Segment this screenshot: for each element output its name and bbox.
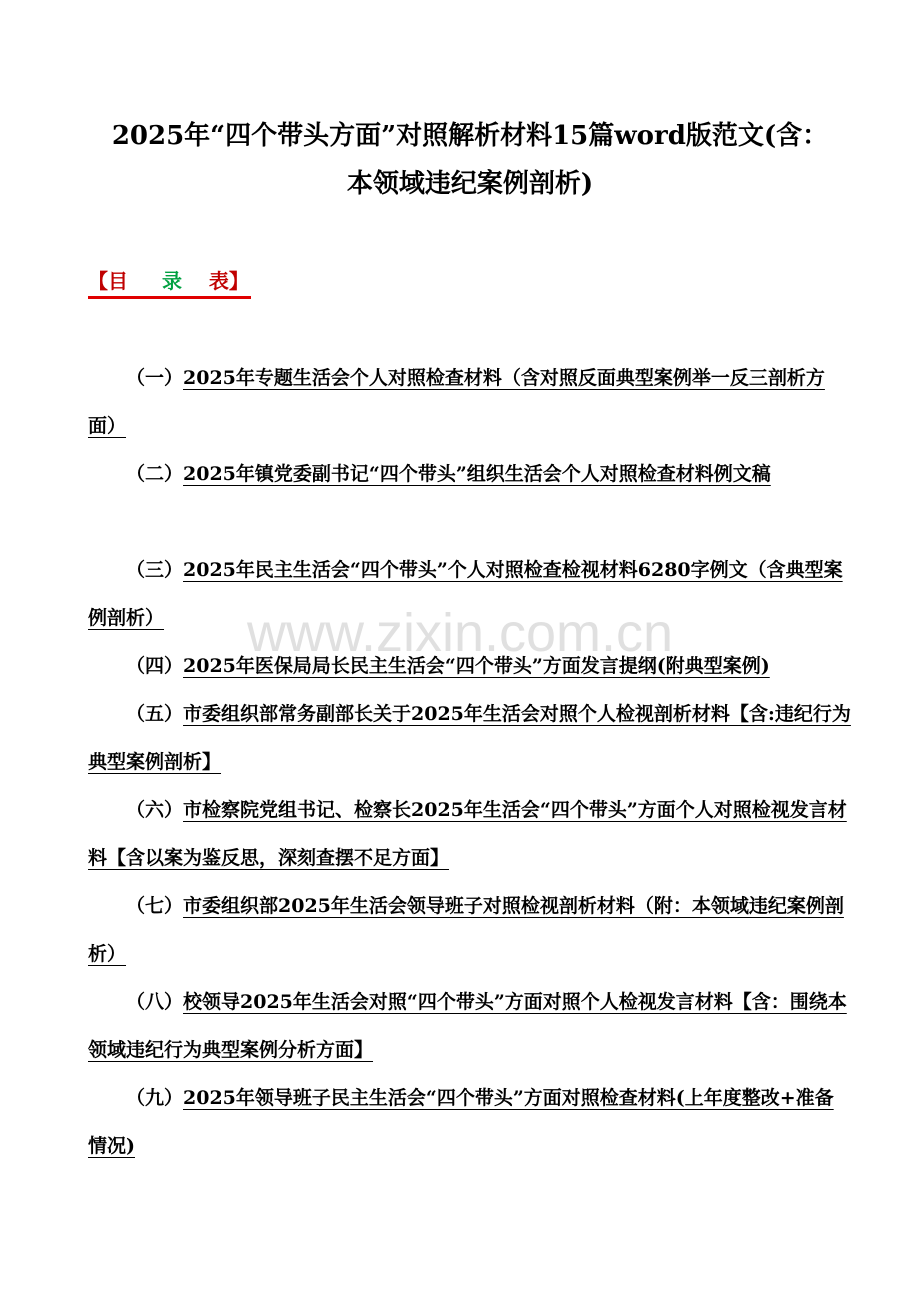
toc-item-3[interactable] <box>88 546 852 642</box>
toc-item-number: （四） <box>126 655 184 677</box>
toc-item-number: （七） <box>126 895 184 917</box>
toc-item-link[interactable]: 2025年民主生活会“四个带头”个人对照检查检视材料6280字例文（含典型案例剖析） <box>88 559 843 629</box>
toc-item-number: （二） <box>126 463 184 485</box>
toc-item-link[interactable]: 2025年医保局局长民主生活会“四个带头”方面发言提纲(附典型案例) <box>183 655 770 677</box>
toc-heading-close: 表】 <box>208 269 249 293</box>
toc-item-link[interactable]: 市委组织部2025年生活会领导班子对照检视剖析材料（附：本领域违纪案例剖析） <box>88 895 844 965</box>
toc-item-link[interactable]: 2025年领导班子民主生活会“四个带头”方面对照检查材料(上年度整改+准备情况) <box>88 1087 834 1157</box>
toc-item-link[interactable]: 市检察院党组书记、检察长2025年生活会“四个带头”方面个人对照检视发言材料【含以案为鉴反思，深刻查摆不足方面】 <box>88 799 847 869</box>
toc-item-9[interactable] <box>88 1074 852 1170</box>
toc-item-number: （八） <box>126 991 184 1013</box>
toc-item-4[interactable] <box>88 642 852 690</box>
toc-item-link[interactable]: 市委组织部常务副部长关于2025年生活会对照个人检视剖析材料【含:违纪行为典型案例剖析】 <box>88 703 851 773</box>
toc-item-5[interactable] <box>88 690 852 786</box>
toc-item-link[interactable]: 2025年专题生活会个人对照检查材料（含对照反面典型案例举一反三剖析方面） <box>88 367 825 437</box>
toc-item-number: （五） <box>126 703 184 725</box>
toc-item-number: （九） <box>126 1087 184 1109</box>
toc-heading <box>88 266 251 299</box>
toc-item-number: （一） <box>126 367 184 389</box>
toc-item-link[interactable]: 校领导2025年生活会对照“四个带头”方面对照个人检视发言材料【含：围绕本领域违纪行为典型案例分析方面】 <box>88 991 847 1061</box>
toc-item-6[interactable] <box>88 786 852 882</box>
toc-item-link[interactable]: 2025年镇党委副书记“四个带头”组织生活会个人对照检查材料例文稿 <box>183 463 771 485</box>
watermark: www.zixin.com.cn <box>246 603 674 663</box>
toc-item-1[interactable] <box>88 354 852 450</box>
toc-item-number: （三） <box>126 559 184 581</box>
toc-heading-open: 【目 <box>88 269 128 293</box>
toc-item-8[interactable] <box>88 978 852 1074</box>
document-title-line-1: 2025年“四个带头方面”对照解析材料15篇word版范文(含： <box>111 121 829 151</box>
toc-item-2[interactable] <box>88 450 852 498</box>
toc-heading-middle: 录 <box>161 269 192 293</box>
document-title-line-2: 本领域违纪案例剖析) <box>346 169 594 199</box>
toc-item-number: （六） <box>126 799 184 821</box>
toc-item-7[interactable] <box>88 882 852 978</box>
